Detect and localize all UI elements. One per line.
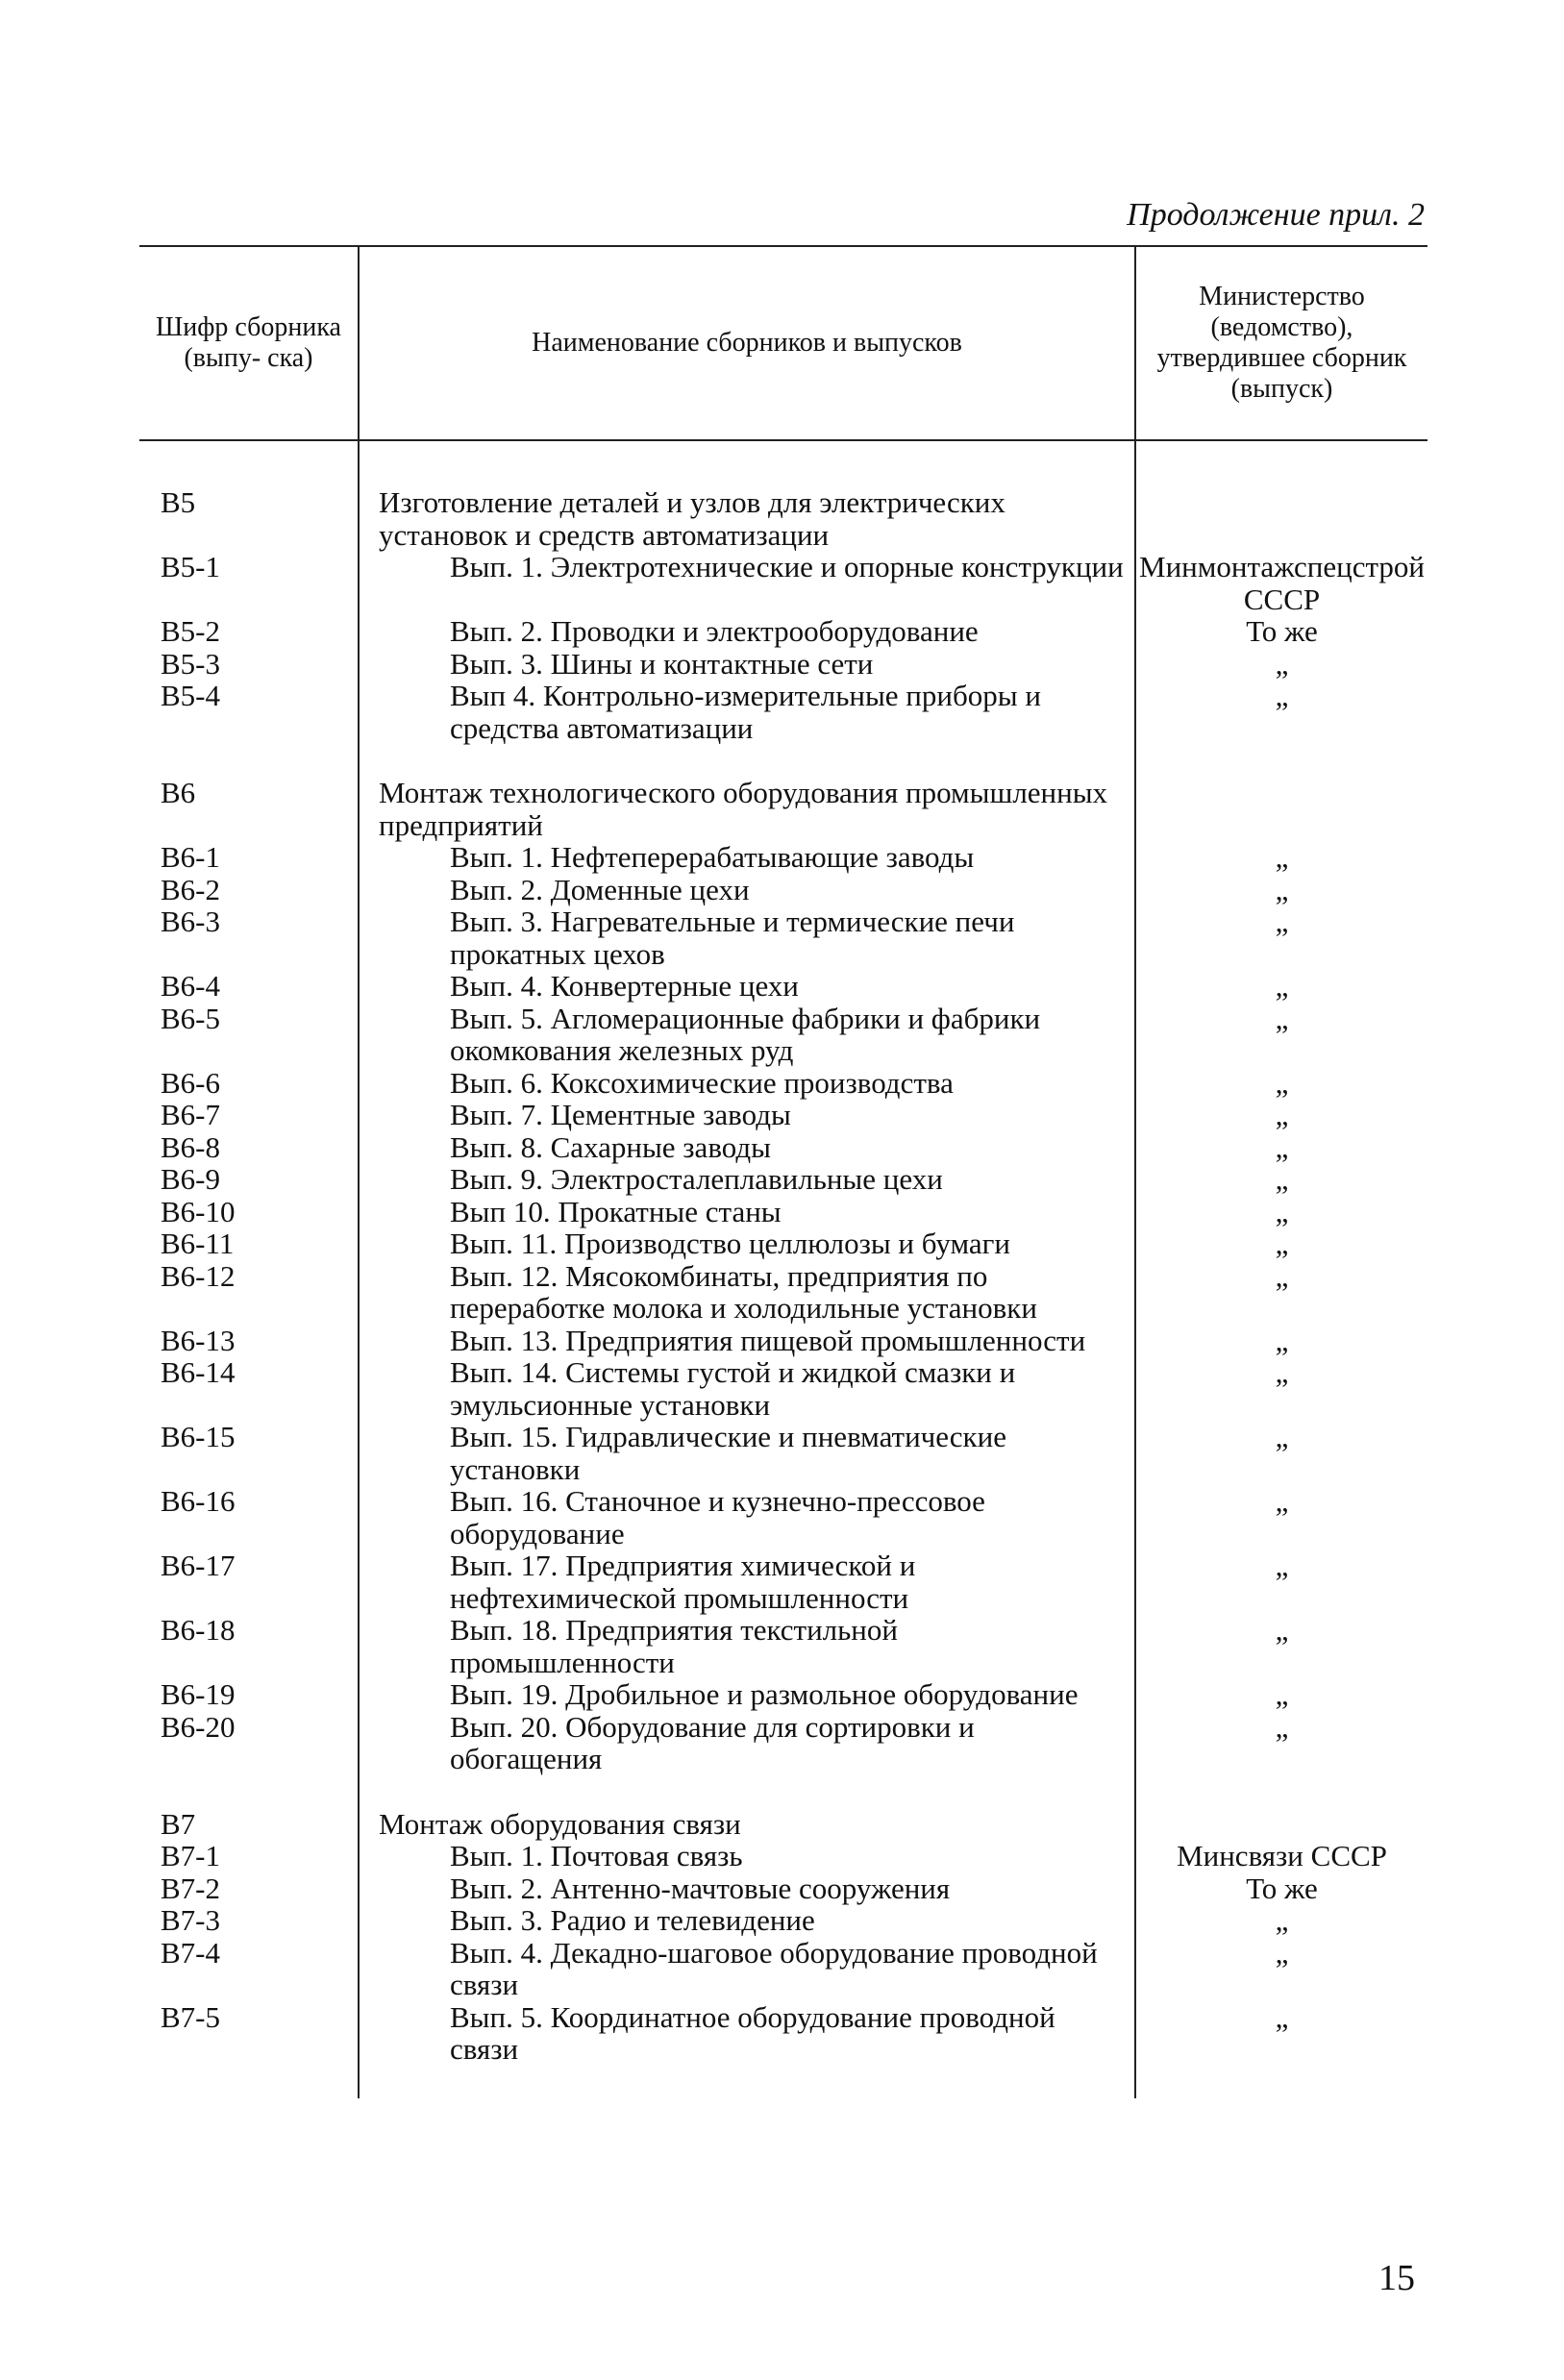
cell-name (359, 680, 1135, 744)
table-row (139, 648, 1427, 681)
cell-ministry: „ (1275, 1065, 1289, 1100)
spacer-cell (1135, 440, 1427, 486)
cell-ministry: „ (1275, 1999, 1289, 2034)
cell-name (359, 1872, 1135, 1905)
cell-ministry: „ (1275, 646, 1289, 681)
cell-name (359, 486, 1135, 551)
cell-name (359, 1163, 1135, 1196)
spacer-cell (1135, 1775, 1427, 1808)
table-row (139, 1421, 1427, 1485)
table-row (139, 874, 1427, 906)
cell-code: B7 (161, 1806, 196, 1841)
cell-code: B6-3 (161, 905, 220, 938)
cell-name-text: Вып. 1. Нефтеперерабатывающие заводы (450, 840, 975, 874)
collections-table (139, 245, 1427, 2098)
table-row (139, 1356, 1427, 1421)
table-row (139, 1325, 1427, 1357)
spacer-cell (139, 2066, 359, 2098)
cell-name (359, 1260, 1135, 1325)
cell-name (359, 777, 1135, 841)
cell-name-text: Вып. 11. Производство целлюлозы и бумаги (450, 1227, 1010, 1260)
cell-ministry: „ (1275, 1677, 1289, 1711)
cell-name (359, 1131, 1135, 1164)
cell-name-text: Вып. 5. Координатное оборудование проводной связи (450, 1999, 1055, 2066)
cell-name (359, 1356, 1135, 1421)
cell-name (359, 1227, 1135, 1260)
cell-ministry: Минмонтажспецстрой СССР (1139, 550, 1425, 616)
table-row (139, 1549, 1427, 1614)
table-row (139, 1614, 1427, 1678)
spacer-cell (359, 744, 1135, 777)
table-group-row (139, 486, 1427, 551)
cell-name (359, 1904, 1135, 1937)
cell-code: B7-3 (161, 1903, 220, 1937)
cell-name-text: Вып. 1. Почтовая связь (450, 1839, 743, 1872)
cell-name (359, 1196, 1135, 1228)
cell-code: B7-1 (161, 1839, 220, 1872)
cell-name (359, 2001, 1135, 2066)
cell-code: B6-2 (161, 872, 220, 906)
cell-ministry: „ (1275, 1162, 1289, 1196)
cell-code: B6-14 (161, 1355, 236, 1389)
cell-name-text: Монтаж оборудования связи (379, 1806, 741, 1841)
group-spacer (139, 1775, 1427, 1808)
table-row (139, 551, 1427, 615)
cell-code: B6-12 (161, 1258, 236, 1293)
table-group-row (139, 1808, 1427, 1841)
cell-name (359, 1711, 1135, 1775)
cell-ministry: „ (1275, 1613, 1289, 1647)
cell-name (359, 648, 1135, 681)
cell-name-text: Вып. 15. Гидравлические и пневматические установки (450, 1420, 1006, 1486)
table-row (139, 905, 1427, 970)
cell-ministry: „ (1275, 1549, 1289, 1582)
cell-name-text: Вып. 3. Нагревательные и термические печи прокатных цехов (450, 905, 1015, 971)
spacer-cell (139, 744, 359, 777)
table-row (139, 1099, 1427, 1131)
cell-code: B6-4 (161, 969, 220, 1003)
table-row (139, 1131, 1427, 1164)
cell-code: B6-18 (161, 1613, 236, 1647)
cell-code: B6 (161, 776, 196, 809)
cell-name-text: Вып. 4. Декадно-шаговое оборудование проводной связи (450, 1935, 1098, 2001)
cell-name-text: Вып. 20. Оборудование для сортировки и обогащения (450, 1709, 975, 1775)
cell-name (359, 1549, 1135, 1614)
cell-code: B7-4 (161, 1935, 220, 1970)
group-spacer (139, 440, 1427, 486)
cell-ministry: „ (1275, 905, 1289, 938)
column-header-ministry: Министерство (ведомство), утвердившее сборник (выпуск) (1135, 246, 1427, 440)
cell-ministry: „ (1275, 1001, 1289, 1035)
cell-code: B5-1 (161, 550, 220, 583)
cell-name (359, 1003, 1135, 1067)
cell-name-text: Вып. 2. Антенно-мачтовые сооружения (450, 1871, 951, 1905)
spacer-cell (359, 1775, 1135, 1808)
table-row (139, 1163, 1427, 1196)
cell-ministry: То же (1246, 614, 1318, 648)
spacer-cell (1135, 2066, 1427, 2098)
table-row (139, 1904, 1427, 1937)
cell-name-text: Вып. 7. Цементные заводы (450, 1098, 791, 1131)
cell-name-text: Вып. 12. Мясокомбинаты, предприятия по переработке молока и холодильные установки (450, 1258, 1037, 1325)
cell-name-text: Вып. 14. Системы густой и жидкой смазки и эмульсионные установки (450, 1355, 1016, 1422)
spacer-cell (359, 2066, 1135, 2098)
cell-name-text: Вып. 4. Конвертерные цехи (450, 969, 799, 1003)
cell-ministry: „ (1275, 1129, 1289, 1164)
cell-code: B7-2 (161, 1871, 220, 1905)
cell-name (359, 1099, 1135, 1131)
cell-ministry: „ (1275, 840, 1289, 874)
table-row (139, 680, 1427, 744)
cell-ministry: „ (1275, 872, 1289, 906)
cell-code: B6-16 (161, 1484, 236, 1518)
cell-name-text: Вып. 19. Дробильное и размольное оборудование (450, 1677, 1079, 1711)
table-row (139, 615, 1427, 648)
cell-ministry: „ (1275, 1194, 1289, 1228)
table-row (139, 1485, 1427, 1549)
table-row (139, 1840, 1427, 1872)
cell-name-text: Вып. 16. Станочное и кузнечно-прессовое оборудование (450, 1484, 985, 1550)
cell-name (359, 551, 1135, 615)
cell-ministry (1135, 486, 1427, 551)
cell-name (359, 874, 1135, 906)
cell-ministry: „ (1275, 1323, 1289, 1357)
cell-name (359, 1325, 1135, 1357)
cell-name (359, 1485, 1135, 1549)
cell-code: B6-5 (161, 1001, 220, 1035)
cell-name-text: Вып. 17. Предприятия химической и нефтехимической промышленности (450, 1549, 916, 1615)
page-header-continuation: Продолжение прил. 2 (1127, 197, 1425, 233)
table-row (139, 970, 1427, 1003)
cell-name-text: Вып 4. Контрольно-измерительные приборы и средства автоматизации (450, 679, 1041, 745)
cell-name (359, 1840, 1135, 1872)
cell-ministry: „ (1275, 1484, 1289, 1518)
spacer-cell (359, 440, 1135, 486)
cell-ministry (1135, 1808, 1427, 1841)
table-row (139, 2001, 1427, 2066)
cell-name-text: Вып. 2. Проводки и электрооборудование (450, 614, 979, 648)
table-row (139, 1872, 1427, 1905)
cell-name-text: Вып. 3. Шины и контактные сети (450, 646, 874, 681)
cell-name-text: Вып. 2. Доменные цехи (450, 872, 750, 906)
table-header (139, 246, 1427, 440)
cell-ministry: То же (1246, 1871, 1318, 1905)
cell-code: B5-4 (161, 679, 220, 712)
cell-code: B5-2 (161, 614, 220, 648)
table-row (139, 1003, 1427, 1067)
cell-code: B6-6 (161, 1065, 220, 1100)
table-row (139, 1711, 1427, 1775)
cell-ministry: „ (1275, 1258, 1289, 1293)
cell-code: B6-9 (161, 1162, 220, 1196)
cell-name (359, 970, 1135, 1003)
cell-code: B5 (161, 485, 196, 519)
cell-code: B6-11 (161, 1227, 235, 1260)
cell-code: B6-19 (161, 1677, 236, 1711)
cell-ministry: „ (1275, 1227, 1289, 1260)
cell-ministry: Минсвязи СССР (1177, 1839, 1387, 1872)
table-row (139, 1227, 1427, 1260)
column-header-name: Наименование сборников и выпусков (359, 246, 1135, 440)
cell-name-text: Вып. 1. Электротехнические и опорные конструкции (450, 550, 1124, 583)
table-row (139, 1937, 1427, 2001)
cell-name (359, 1067, 1135, 1100)
cell-name-text: Вып. 3. Радио и телевидение (450, 1903, 815, 1937)
cell-name (359, 841, 1135, 874)
cell-name-text: Вып 10. Прокатные станы (450, 1194, 782, 1228)
cell-name (359, 615, 1135, 648)
cell-name-text: Вып. 9. Электросталеплавильные цехи (450, 1162, 943, 1196)
column-header-code: Шифр сборника (выпу- ска) (139, 246, 359, 440)
spacer-cell (139, 1775, 359, 1808)
cell-name-text: Вып. 18. Предприятия текстильной промышленности (450, 1613, 898, 1679)
cell-name-text: Монтаж технологического оборудования промышленных предприятий (379, 776, 1108, 842)
table-end-spacer (139, 2066, 1427, 2098)
spacer-cell (139, 440, 359, 486)
cell-ministry: „ (1275, 1098, 1289, 1131)
cell-name (359, 1421, 1135, 1485)
cell-ministry: „ (1275, 1709, 1289, 1744)
group-spacer (139, 744, 1427, 777)
cell-code: B6-10 (161, 1194, 236, 1228)
table-row (139, 1260, 1427, 1325)
page-number: 15 (1378, 2258, 1415, 2298)
cell-ministry: „ (1275, 969, 1289, 1003)
cell-name-text: Изготовление деталей и узлов для электрических установок и средств автоматизации (379, 485, 1005, 552)
spacer-cell (1135, 744, 1427, 777)
table-row (139, 1067, 1427, 1100)
cell-code: B6-7 (161, 1098, 220, 1131)
cell-name (359, 1808, 1135, 1841)
cell-name (359, 1937, 1135, 2001)
cell-ministry: „ (1275, 1935, 1289, 1970)
cell-name (359, 1678, 1135, 1711)
cell-code: B6-13 (161, 1323, 236, 1357)
table-group-row (139, 777, 1427, 841)
cell-code: B6-17 (161, 1549, 236, 1582)
cell-name-text: Вып. 5. Агломерационные фабрики и фабрики окомкования железных руд (450, 1001, 1041, 1067)
cell-name (359, 1614, 1135, 1678)
cell-name-text: Вып. 8. Сахарные заводы (450, 1129, 771, 1164)
cell-ministry (1135, 777, 1427, 841)
cell-ministry: „ (1275, 1355, 1289, 1389)
cell-name-text: Вып. 13. Предприятия пищевой промышленности (450, 1323, 1086, 1357)
cell-ministry: „ (1275, 1903, 1289, 1937)
cell-name-text: Вып. 6. Коксохимические производства (450, 1065, 954, 1100)
cell-code: B6-20 (161, 1709, 236, 1744)
cell-ministry: „ (1275, 1420, 1289, 1453)
cell-code: B5-3 (161, 646, 220, 681)
cell-code: B6-1 (161, 840, 220, 874)
cell-code: B6-8 (161, 1129, 220, 1164)
table-row (139, 1196, 1427, 1228)
cell-code: B6-15 (161, 1420, 236, 1453)
cell-name (359, 905, 1135, 970)
cell-ministry: „ (1275, 679, 1289, 712)
table-body (139, 440, 1427, 2098)
table-row (139, 841, 1427, 874)
table-row (139, 1678, 1427, 1711)
cell-code: B7-5 (161, 1999, 220, 2034)
